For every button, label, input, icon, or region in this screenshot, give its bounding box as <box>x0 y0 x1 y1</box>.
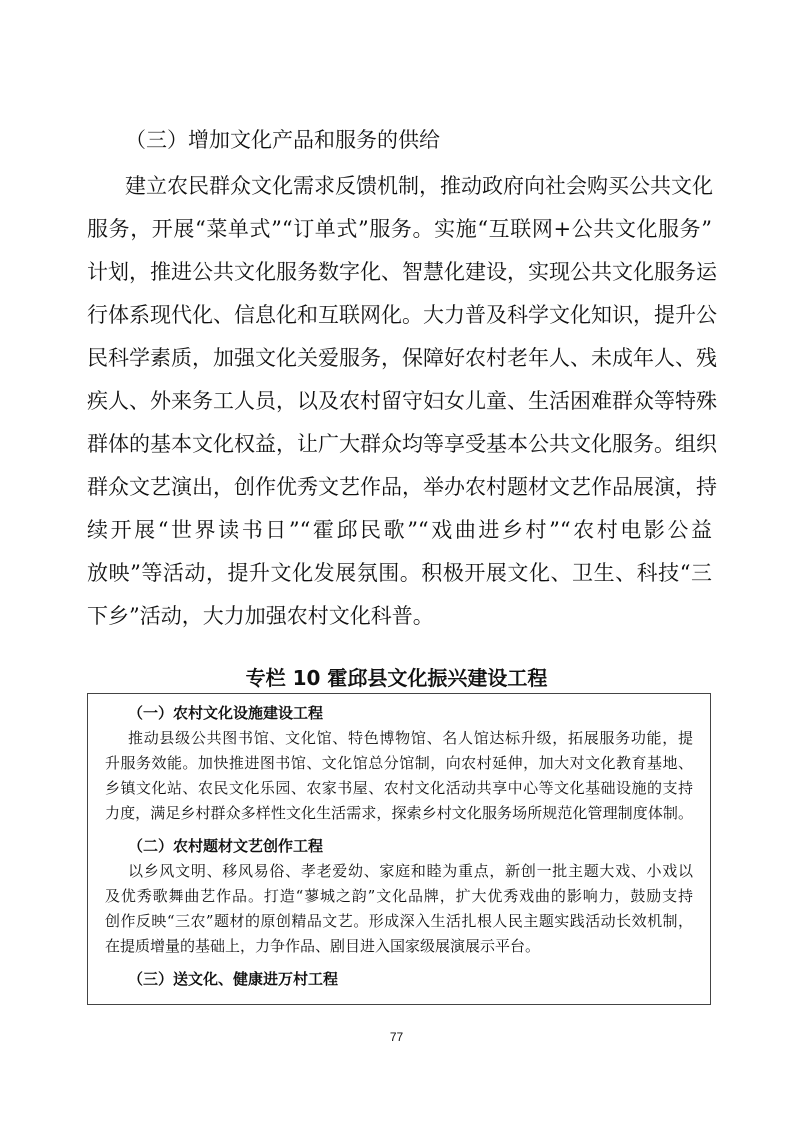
box-line: 在提质增量的基础上，力争作品、剧目进入国家级展演展示平台。 <box>105 937 541 955</box>
box-section-heading: （三）送文化、健康进万村工程 <box>128 970 339 988</box>
box-line: 及优秀歌舞曲艺作品。打造“蓼城之韵”文化品牌，扩大优秀戏曲的影响力，鼓励支持 <box>105 887 693 905</box>
body-line: 民科学素质，加强文化关爱服务，保障好农村老年人、未成年人、残 <box>87 346 717 370</box>
body-line: 群众文艺演出，创作优秀文艺作品，举办农村题材文艺作品展演，持 <box>87 475 717 499</box>
body-line: 续开展“世界读书日”“霍邱民歌”“戏曲进乡村”“农村电影公益 <box>87 518 712 542</box>
body-line: 行体系现代化、信息化和互联网化。大力普及科学文化知识，提升公 <box>87 303 717 327</box>
box-line: 升服务效能。加快推进图书馆、文化馆总分馆制，向农村延伸，加大对文化教育基地、 <box>105 754 693 772</box>
body-line: 建立农民群众文化需求反馈机制，推动政府向社会购买公共文化 <box>125 174 713 198</box>
section-heading: （三）增加文化产品和服务的供给 <box>125 128 440 152</box>
box-section-heading: （一）农村文化设施建设工程 <box>128 704 324 722</box>
body-line: 下乡”活动，大力加强农村文化科普。 <box>87 604 434 628</box>
box-line: 力度，满足乡村群众多样性文化生活需求，探索乡村文化服务场所规范化管理制度体制。 <box>105 804 693 822</box>
body-line: 计划，推进公共文化服务数字化、智慧化建设，实现公共文化服务运 <box>87 260 717 284</box>
box-title: 专栏 10 霍邱县文化振兴建设工程 <box>245 666 548 690</box>
body-line: 放映”等活动，提升文化发展氛围。积极开展文化、卫生、科技“三 <box>87 561 712 585</box>
box-line: 推动县级公共图书馆、文化馆、特色博物馆、名人馆达标升级，拓展服务功能，提 <box>128 729 693 747</box>
box-section-heading: （二）农村题材文艺创作工程 <box>128 837 324 855</box>
body-line: 群体的基本文化权益，让广大群众均等享受基本公共文化服务。组织 <box>87 432 717 456</box>
feature-box <box>87 693 711 1005</box>
body-line: 疾人、外来务工人员，以及农村留守妇女儿童、生活困难群众等特殊 <box>87 389 717 413</box>
box-line: 乡镇文化站、农民文化乐园、农家书屋、农村文化活动共享中心等文化基础设施的支持 <box>105 779 693 797</box>
page-number: 77 <box>389 1030 404 1044</box>
body-line: 服务，开展“菜单式”“订单式”服务。实施“互联网+公共文化服务” <box>87 217 712 241</box>
box-line: 创作反映“三农”题材的原创精品文艺。形成深入生活扎根人民主题实践活动长效机制， <box>105 912 693 930</box>
box-line: 以乡风文明、移风易俗、孝老爱幼、家庭和睦为重点，新创一批主题大戏、小戏以 <box>128 862 693 880</box>
